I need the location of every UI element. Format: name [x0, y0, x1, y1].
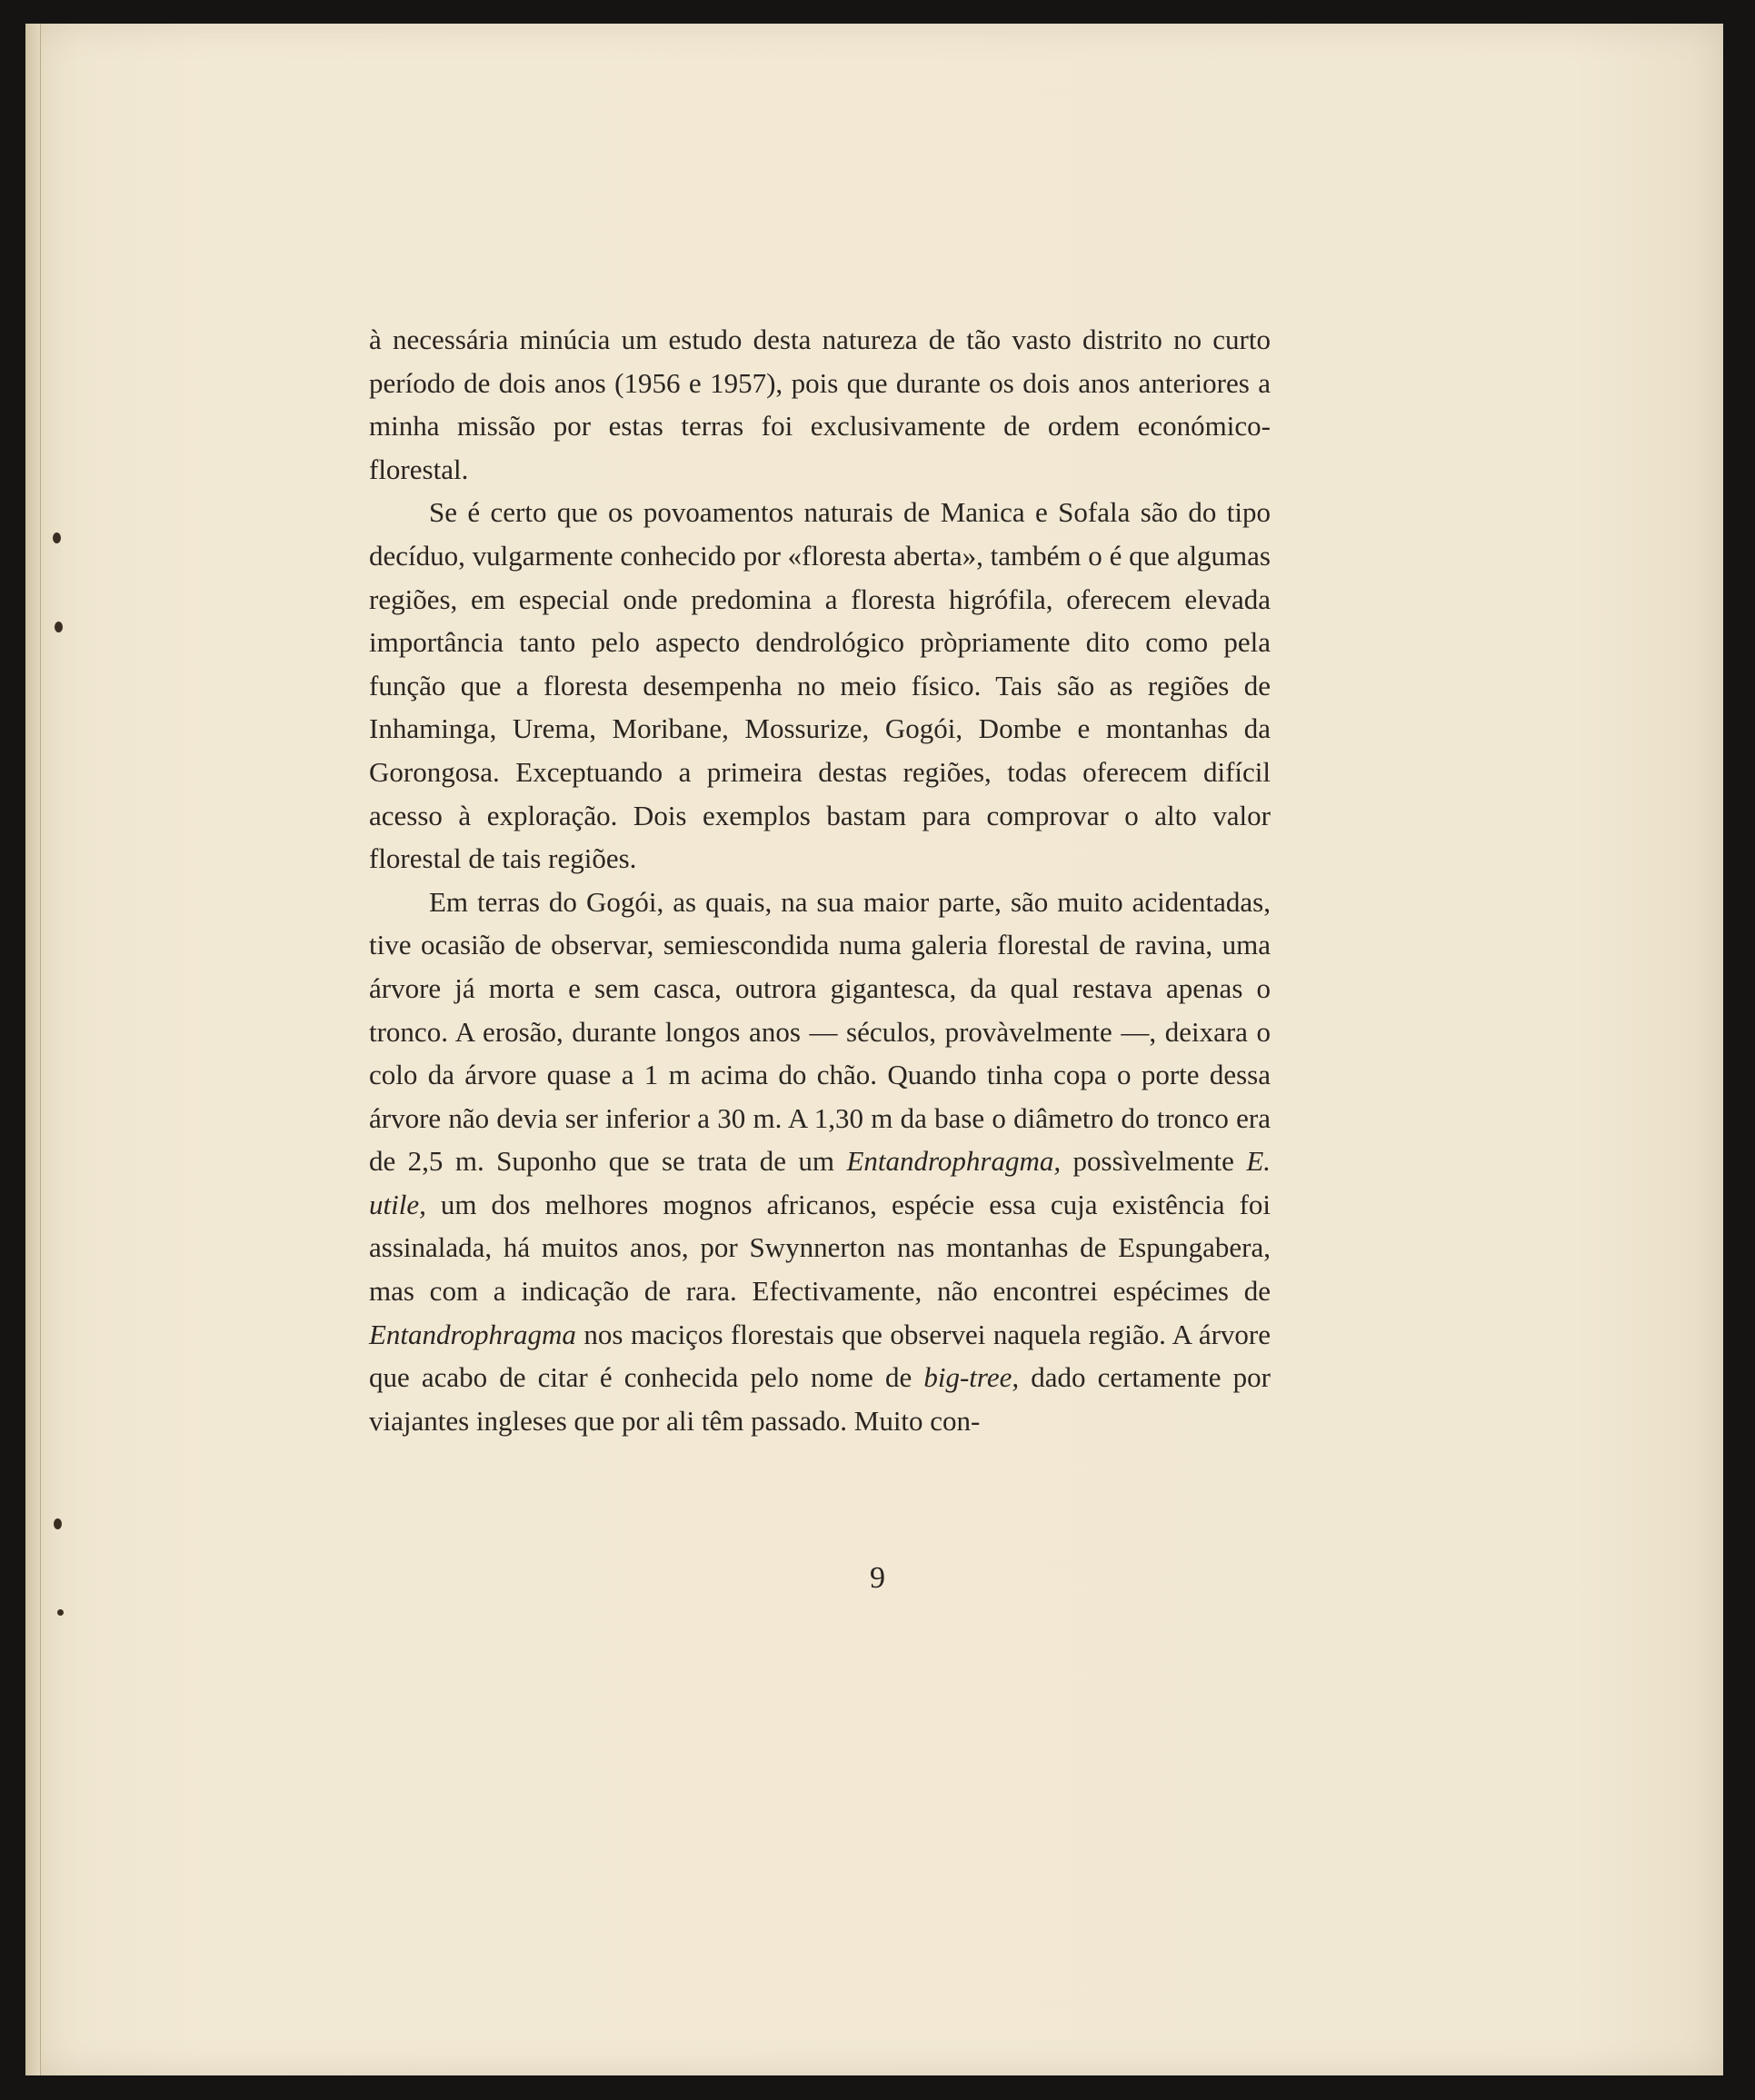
binding-hole-mark [55, 622, 63, 632]
text-run: nos maciços florestais que observei naquela região. A árvore que acabo de citar é conhecida pelo nome de [369, 1318, 1271, 1394]
text-run: um dos melhores mognos africanos, espécie essa cuja existência foi assinalada, há muitos anos, por Swynnerton nas montanhas de Espungabera, mas com a indicação de rara. Efectivamente, não encontrei espécimes de [369, 1188, 1271, 1308]
page-spine-edge [25, 24, 41, 2075]
body-text [369, 318, 1271, 1442]
text-run: Em terras do Gogói, as quais, na sua maior parte, são muito acidentadas, tive ocasião de observar, semiescondida numa galeria florestal de ravina, uma árvore já morta e sem casca, outrora gigantesca, da qual restava apenas o tronco. A erosão, durante longos anos — séculos, provàvelmente —, deixara o colo da árvore quase a 1 m acima do chão. Quando tinha copa o porte dessa árvore não devia ser inferior a 30 m. A 1,30 m da base o diâmetro do tronco era de 2,5 m. Suponho que se trata de um [369, 885, 1271, 1178]
binding-hole-mark [54, 1518, 62, 1529]
text-run: à necessária minúcia um estudo desta natureza de tão vasto distrito no curto período de dois anos (1956 e 1957), pois que durante os dois anos anteriores a minha missão por estas terras foi exclusivamente de ordem económico-florestal. [369, 323, 1271, 485]
paragraph [369, 881, 1271, 1443]
text-run: possìvelmente [1061, 1145, 1247, 1178]
text-run: dado certamente por viajantes ingleses que por ali têm passado. Muito con- [369, 1361, 1271, 1437]
paragraph [369, 491, 1271, 880]
italic-term: Entandrophragma, [846, 1145, 1062, 1178]
paragraph [369, 318, 1271, 491]
italic-term: big-tree, [923, 1361, 1020, 1394]
page-number: 9 [870, 1561, 885, 1595]
binding-hole-mark [57, 1609, 64, 1616]
italic-term: Entandrophragma [369, 1318, 576, 1350]
binding-hole-mark [53, 532, 61, 543]
text-run: Se é certo que os povoamentos naturais de Manica e Sofala são do tipo decíduo, vulgarmente conhecido por «floresta aberta», também o é que algumas regiões, em especial onde predomina a floresta higrófila, oferecem elevada importância tanto pelo aspecto dendrológico pròpriamente dito como pela função que a floresta desempenha no meio físico. Tais são as regiões de Inhaminga, Urema, Moribane, Mossurize, Gogói, Dombe e montanhas da Gorongosa. Exceptuando a primeira destas regiões, todas oferecem difícil acesso à exploração. Dois exemplos bastam para comprovar o alto valor florestal de tais regiões. [369, 496, 1271, 875]
italic-term: E. utile, [369, 1145, 1271, 1220]
